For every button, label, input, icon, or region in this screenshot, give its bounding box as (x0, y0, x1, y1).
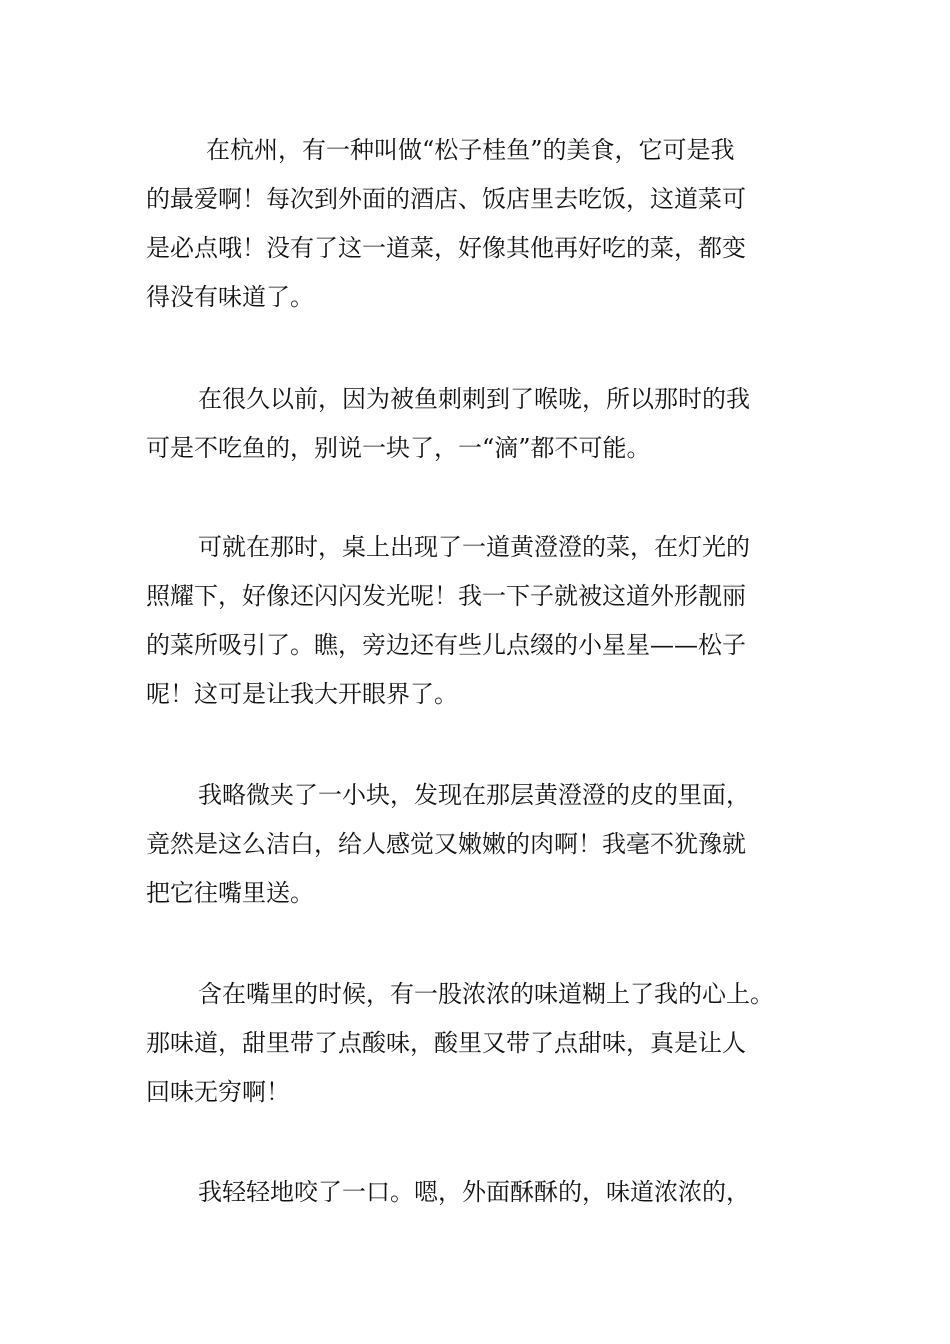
text-line: 竟然是这么洁白，给人感觉又嫩嫩的肉啊！我毫不犹豫就 (146, 830, 746, 858)
paragraph-1 (146, 126, 746, 322)
text-line: 照耀下，好像还闪闪发光呢！我一下子就被这道外形靓丽 (146, 582, 746, 610)
text-line: 可就在那时，桌上出现了一道黄澄澄的菜，在灯光的 (198, 533, 750, 561)
text-line: 的菜所吸引了。瞧，旁边还有些儿点缀的小星星——松子 (146, 631, 746, 659)
paragraph-4 (146, 771, 750, 918)
text-line: 把它往嘴里送。 (146, 879, 314, 907)
text-line: 得没有味道了。 (146, 283, 314, 311)
text-line: 那味道，甜里带了点酸味，酸里又带了点甜味，真是让人 (146, 1029, 746, 1057)
paragraph-6 (146, 1168, 750, 1217)
paragraph-3 (146, 523, 750, 719)
text-line: 的最爱啊！每次到外面的酒店、饭店里去吃饭，这道菜可 (146, 185, 746, 213)
text-line: 在很久以前，因为被鱼刺刺到了喉咙，所以那时的我 (198, 385, 750, 413)
paragraph-5 (146, 970, 774, 1117)
text-line: 含在嘴里的时候，有一股浓浓的味道糊上了我的心上。 (198, 980, 774, 1008)
text-line: 我轻轻地咬了一口。嗯，外面酥酥的，味道浓浓的， (198, 1178, 750, 1206)
text-line: 回味无穷啊！ (146, 1078, 290, 1106)
text-line: 在杭州，有一种叫做“松子桂鱼”的美食，它可是我 (206, 136, 735, 164)
text-line: 可是不吃鱼的，别说一块了，一“滴”都不可能。 (146, 434, 651, 462)
paragraph-2 (146, 375, 750, 473)
text-line: 是必点哦！没有了这一道菜，好像其他再好吃的菜，都变 (146, 234, 746, 262)
text-line: 呢！这可是让我大开眼界了。 (146, 680, 458, 708)
text-line: 我略微夹了一小块，发现在那层黄澄澄的皮的里面， (198, 781, 750, 809)
